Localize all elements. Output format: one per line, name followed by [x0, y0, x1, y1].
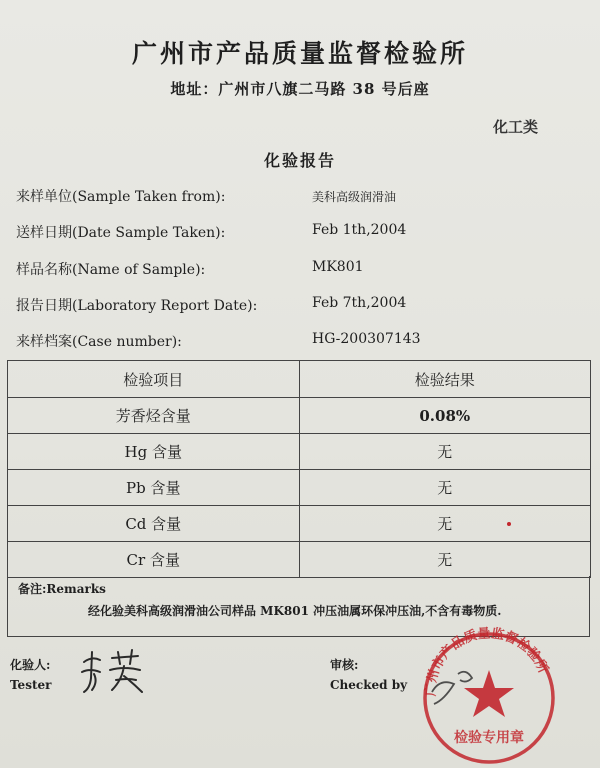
header-test-item: 检验项目 [8, 361, 300, 398]
table-row [8, 398, 591, 434]
info-row-sample-name [16, 259, 586, 283]
test-result: 无 [299, 470, 591, 506]
header-test-result: 检验结果 [299, 361, 591, 398]
table-row [8, 434, 591, 470]
info-value: Feb 7th,2004 [312, 295, 407, 311]
institute-address: 地址：广州市八旗二马路 38 号后座 [170, 80, 430, 98]
info-value: HG-200307143 [312, 331, 421, 347]
test-result: 无 [299, 542, 591, 578]
table-row [8, 542, 591, 578]
red-ink-dot [507, 522, 511, 526]
info-label: 样品名称(Name of Sample): [16, 262, 206, 278]
svg-text:检验专用章: 检验专用章 [454, 730, 524, 746]
info-value: MK801 [312, 259, 364, 275]
test-item: Cr 含量 [8, 542, 300, 578]
info-label: 来样单位(Sample Taken from): [16, 189, 226, 205]
official-seal-stamp [414, 618, 564, 768]
test-item: Cd 含量 [8, 506, 300, 542]
institute-title: 广州市产品质量监督检验所 [131, 39, 468, 68]
checker-label-cn: 审核: [330, 658, 359, 672]
test-item: Hg 含量 [8, 434, 300, 470]
table-row [8, 470, 591, 506]
test-result: 无 [299, 434, 591, 470]
results-table [7, 360, 591, 578]
tester-signature [78, 648, 158, 698]
test-item: Pb 含量 [8, 470, 300, 506]
report-title: 化验报告 [263, 151, 336, 170]
info-value: 美科高级润滑油 [312, 190, 397, 204]
test-item: 芳香烃含量 [8, 398, 300, 434]
test-result: 0.08% [299, 398, 591, 434]
remarks-text: 经化验美科高级润滑油公司样品 MK801 冲压油属环保冲压油,不含有毒物质. [88, 604, 502, 618]
tester-label-en: Tester [10, 678, 52, 692]
info-row-report-date [16, 295, 586, 319]
table-row [8, 506, 591, 542]
info-value: Feb 1th,2004 [312, 222, 407, 238]
info-label: 送样日期(Date Sample Taken): [16, 225, 226, 241]
checker-label-en: Checked by [330, 678, 408, 692]
tester-label-cn: 化验人: [10, 658, 51, 672]
test-result: 无 [299, 506, 591, 542]
remarks-label: 备注:Remarks [18, 582, 106, 596]
table-header-row [8, 361, 591, 398]
category-label: 化工类 [492, 118, 538, 136]
info-row-sample-from [16, 186, 586, 210]
info-label: 来样档案(Case number): [16, 334, 182, 350]
info-row-date-taken [16, 222, 586, 246]
info-label: 报告日期(Laboratory Report Date): [16, 298, 258, 314]
svg-text:广州市产品质量监督检验所: 广州市产品质量监督检验所 [423, 626, 551, 697]
info-row-case-number [16, 331, 586, 355]
